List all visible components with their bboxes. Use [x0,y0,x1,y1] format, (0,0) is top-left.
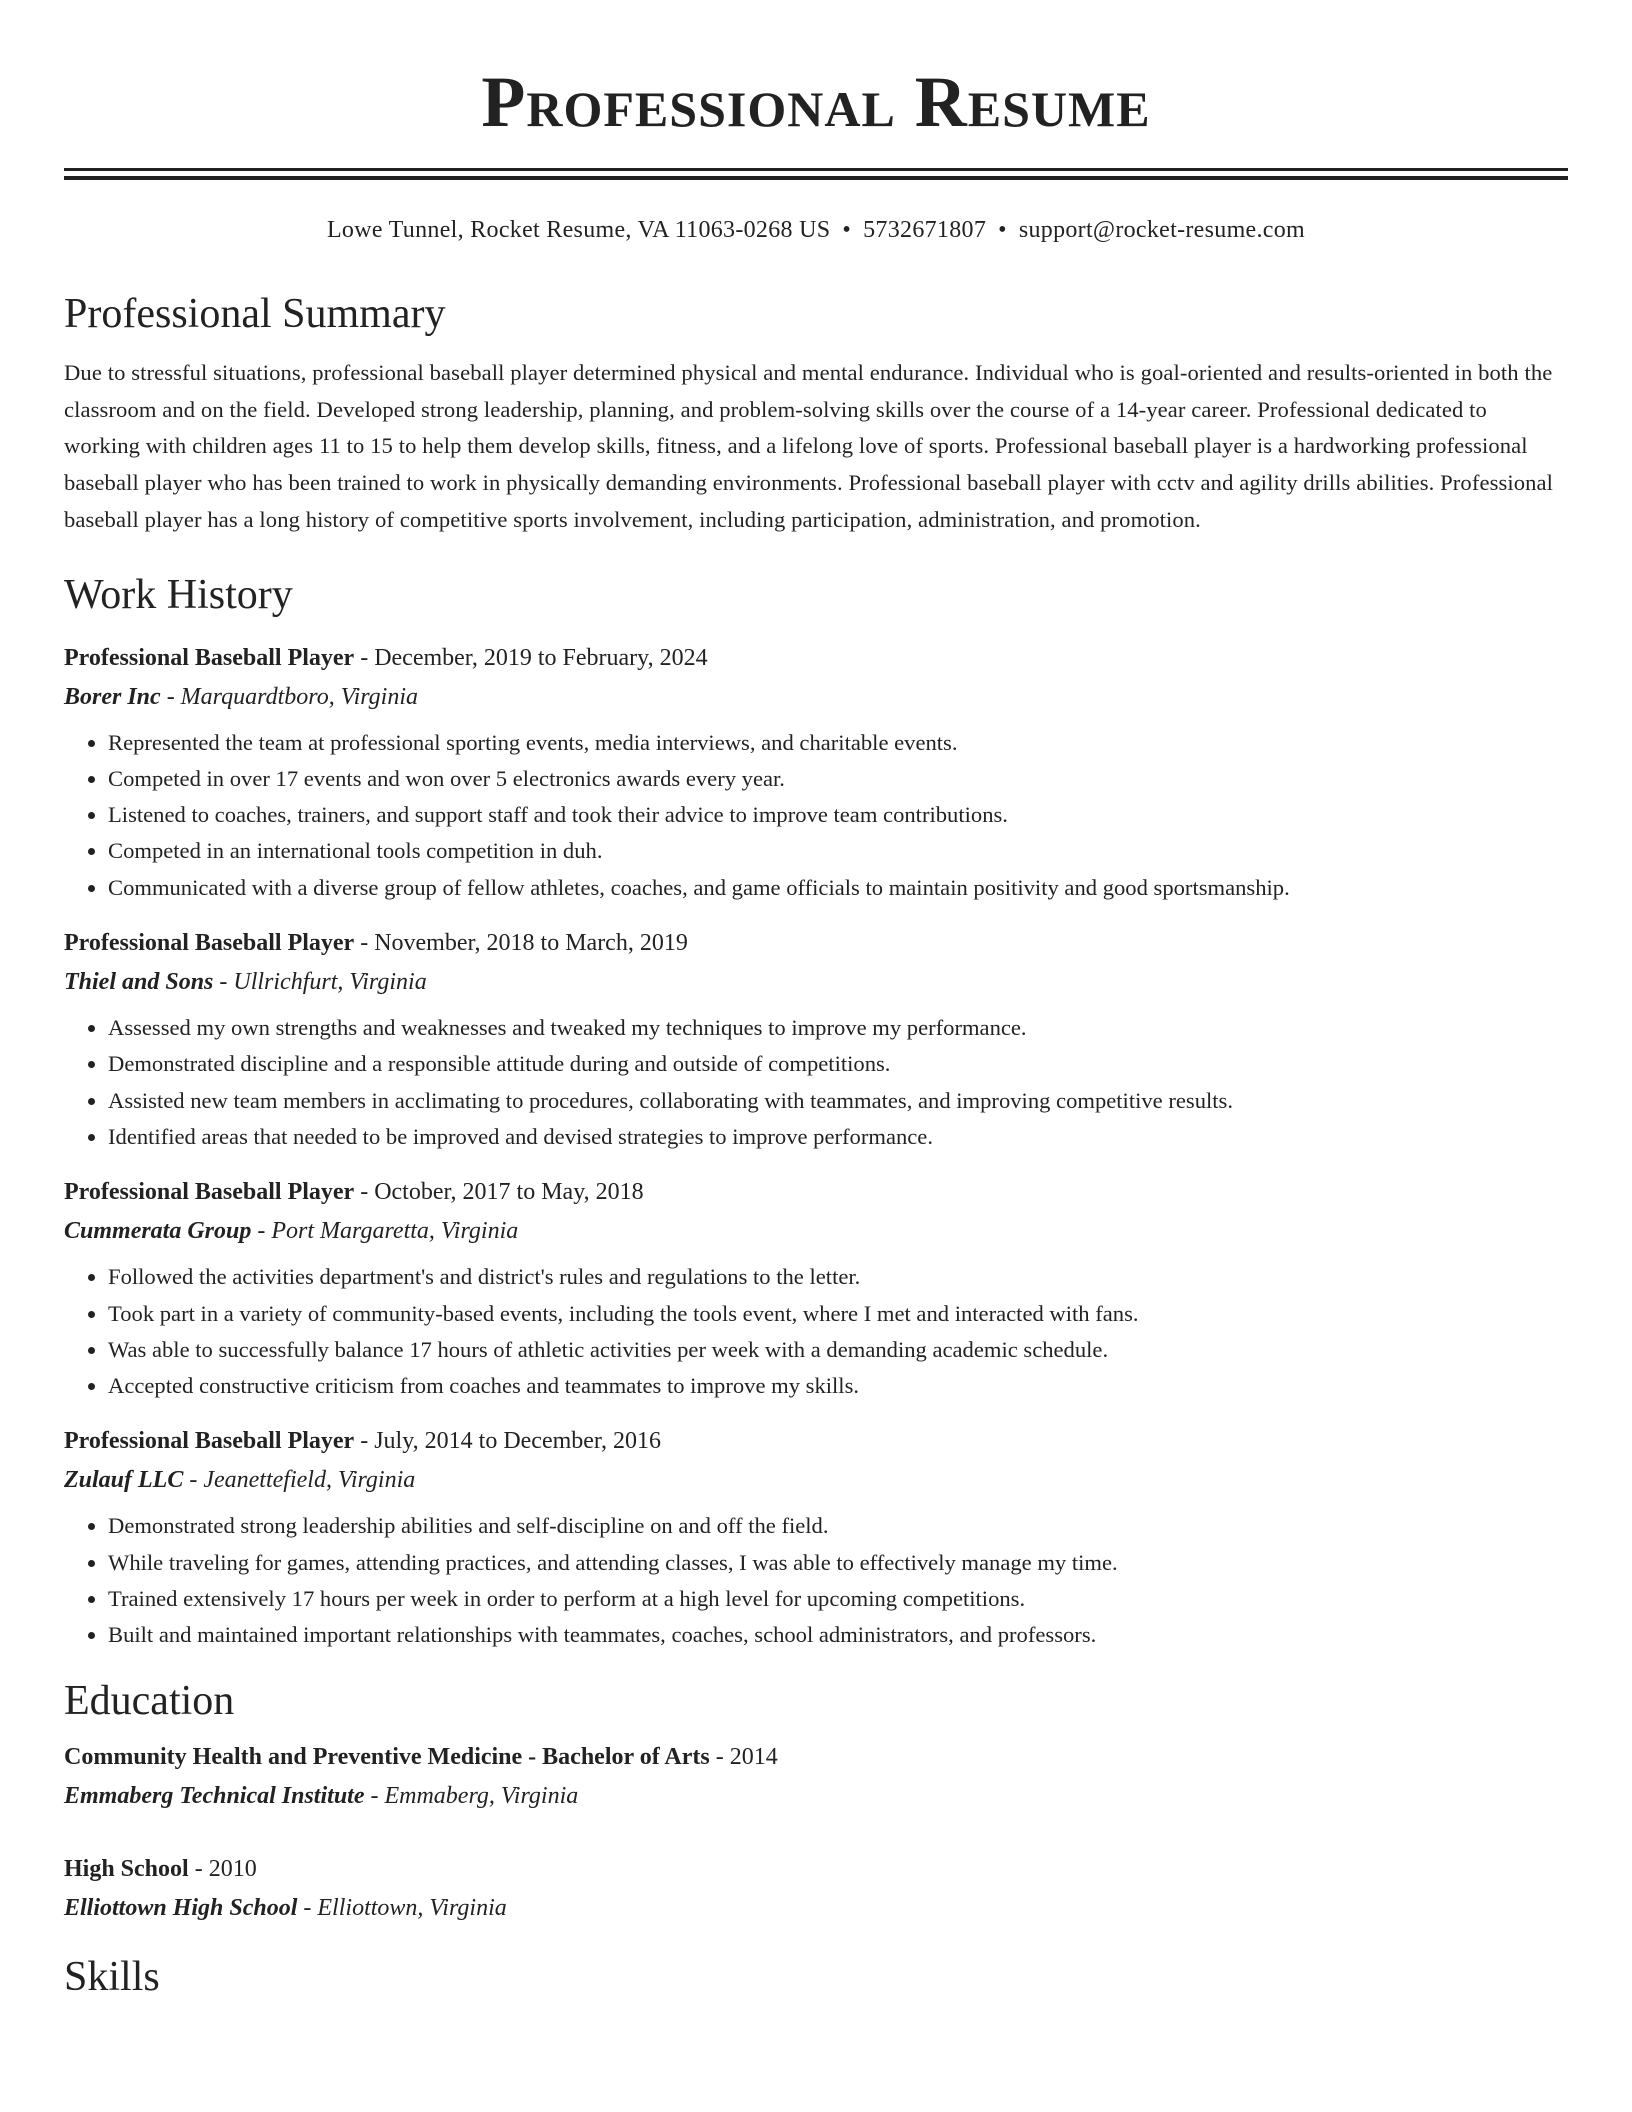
job-bullet: • Was able to successfully balance 17 hours of athletic activities per week with a demanding academic schedule. [108,1332,1568,1368]
job-entry [64,924,1568,1155]
contact-line [64,216,1568,245]
company-name: Borer Inc [64,683,161,710]
school-name: Elliottown High School [64,1894,298,1921]
school-line [64,1776,1568,1816]
job-bullets [64,1259,1568,1404]
degree-line [64,1850,1568,1888]
job-bullet: • Took part in a variety of community-based events, including the tools event, where I met and interacted with fans. [108,1296,1568,1332]
contact-separator: • [842,217,852,243]
education-heading: Education [64,1677,235,1724]
company-location: - Marquardtboro, Virginia [160,683,419,710]
job-title-line [64,639,1568,677]
contact-address: Lowe Tunnel, Rocket Resume, VA 11063-0268 US [326,217,831,243]
education-entry [64,1738,1568,1816]
job-title: Professional Baseball Player [64,644,355,671]
company-line [64,677,1568,717]
contact-phone: 5732671807 [863,217,987,243]
job-bullet: • Communicated with a diverse group of fellow athletes, coaches, and game officials to maintain positivity and good sportsmanship. [108,870,1568,906]
job-title: Professional Baseball Player [64,1428,355,1455]
page-title: Professional Resume [481,62,1151,142]
company-name: Zulauf LLC [64,1467,184,1494]
job-entry [64,1422,1568,1653]
school-line [64,1888,1568,1928]
company-line [64,1460,1568,1500]
degree-year: - 2014 [709,1743,778,1770]
job-title-line [64,1173,1568,1211]
job-bullet: • Competed in an international tools competition in duh. [108,833,1568,869]
work-history-heading: Work History [64,572,293,619]
title-divider-top [64,168,1568,171]
education-entry [64,1850,1568,1928]
degree-name: High School [64,1855,189,1882]
job-dates: - December, 2019 to February, 2024 [354,644,708,671]
job-bullet: • Trained extensively 17 hours per week in order to perform at a high level for upcoming competitions. [108,1581,1568,1617]
title-divider-bottom [64,176,1568,180]
job-bullet: • Identified areas that needed to be improved and devised strategies to improve performance. [108,1119,1568,1155]
degree-name: Community Health and Preventive Medicine - Bachelor of Arts [64,1743,710,1770]
job-bullet: • Assessed my own strengths and weaknesses and tweaked my techniques to improve my performance. [108,1010,1568,1046]
job-bullet: • Assisted new team members in acclimating to procedures, collaborating with teammates, and improving competitive results. [108,1083,1568,1119]
job-entry [64,1173,1568,1404]
job-bullet: • Represented the team at professional sporting events, media interviews, and charitable events. [108,725,1568,761]
job-bullets [64,1010,1568,1155]
job-bullet: • Accepted constructive criticism from coaches and teammates to improve my skills. [108,1368,1568,1404]
job-bullets [64,1508,1568,1653]
company-line [64,1211,1568,1251]
job-bullet: • Listened to coaches, trainers, and support staff and took their advice to improve team contributions. [108,797,1568,833]
job-title-line [64,1422,1568,1460]
skills-heading: Skills [64,1953,160,2000]
summary-text: Due to stressful situations, professional baseball player determined physical and mental endurance. Individual who is goal-oriented and results-oriented in both the classroom and on the field. Developed strong leadership, planning, and problem-solving skills over the course of a 14-year career. Professional dedicated to working with children ages 11 to 15 to help them develop skills, fitness, and a lifelong love of sports. Professional baseball player is a hardworking professional baseball player who has been trained to work in physically demanding environments. Professional baseball player with cctv and agility drills abilities. Professional baseball player has a long history of competitive sports involvement, including participation, administration, and promotion. [64,360,1554,532]
company-location: - Port Margaretta, Virginia [251,1218,519,1245]
company-location: - Jeanettefield, Virginia [183,1467,416,1494]
job-bullet: • Built and maintained important relationships with teammates, coaches, school administrators, and professors. [108,1617,1568,1653]
company-name: Thiel and Sons [64,969,214,996]
job-bullet: • Competed in over 17 events and won over 5 electronics awards every year. [108,761,1568,797]
company-line [64,962,1568,1002]
job-title-line [64,924,1568,962]
school-name: Emmaberg Technical Institute [64,1782,365,1809]
job-bullet: • Demonstrated strong leadership abilities and self-discipline on and off the field. [108,1508,1568,1544]
job-dates: - October, 2017 to May, 2018 [354,1179,644,1206]
contact-email: support@rocket-resume.com [1018,217,1306,243]
company-location: - Ullrichfurt, Virginia [213,969,427,996]
summary-heading: Professional Summary [64,290,446,337]
job-bullets [64,725,1568,906]
contact-separator: • [998,217,1007,243]
job-bullet: • Demonstrated discipline and a responsible attitude during and outside of competitions. [108,1046,1568,1082]
job-title: Professional Baseball Player [64,930,355,957]
job-title: Professional Baseball Player [64,1179,355,1206]
degree-year: - 2010 [188,1855,257,1882]
school-location: - Emmaberg, Virginia [364,1782,579,1809]
degree-line [64,1738,1568,1776]
job-bullet: • Followed the activities department's and district's rules and regulations to the letter. [108,1259,1568,1295]
job-entry [64,639,1568,906]
job-dates: - November, 2018 to March, 2019 [354,930,688,957]
school-location: - Elliottown, Virginia [297,1894,507,1921]
job-bullet: • While traveling for games, attending practices, and attending classes, I was able to effectively manage my time. [108,1545,1568,1581]
company-name: Cummerata Group [64,1218,252,1245]
job-dates: - July, 2014 to December, 2016 [354,1428,661,1455]
